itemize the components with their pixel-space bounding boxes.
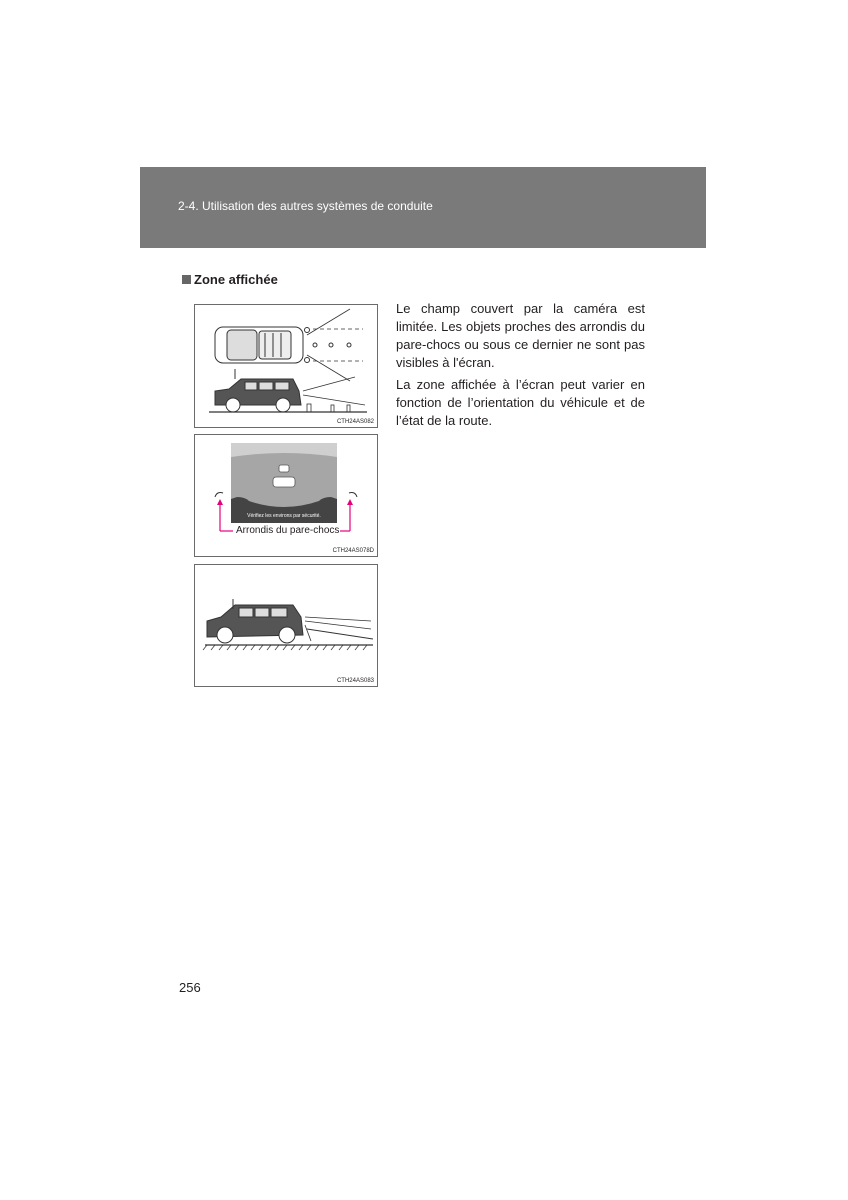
figure-code: CTH24AS082 bbox=[336, 419, 374, 425]
figure-screen-view bbox=[194, 434, 378, 557]
chapter-header bbox=[140, 167, 706, 248]
screen-view-illustration bbox=[195, 435, 377, 556]
figure-road-condition bbox=[194, 564, 378, 687]
square-bullet-icon bbox=[182, 275, 191, 284]
chapter-title: 2-4. Utilisation des autres systèmes de conduite bbox=[178, 199, 433, 213]
page-number: 256 bbox=[179, 980, 201, 995]
section-heading-text: Zone affichée bbox=[194, 272, 278, 287]
camera-range-illustration bbox=[195, 305, 377, 427]
car-top-view bbox=[215, 327, 303, 363]
bumper-corners-callout: Arrondis du pare-chocs bbox=[236, 525, 340, 536]
body-paragraph: La zone affichée à l’écran peut varier en fonction de l’orientation du véhicule et de l’état de la route. bbox=[396, 377, 645, 428]
figure-camera-range bbox=[194, 304, 378, 428]
figure-code: CTH24AS083 bbox=[336, 678, 374, 684]
screen-warning-message: Vérifiez les environs par sécurité. bbox=[247, 513, 321, 519]
car-side-view bbox=[207, 605, 303, 643]
section-heading bbox=[182, 272, 278, 287]
road-condition-illustration bbox=[195, 565, 377, 686]
car-side-view bbox=[215, 379, 301, 412]
body-paragraph: Le champ couvert par la caméra est limitée. Les objets proches des arrondis du pare-chocs ou sous ce dernier ne sont pas visibles à l'écran. bbox=[396, 301, 645, 370]
body-text bbox=[396, 300, 645, 434]
figure-code: CTH24AS078D bbox=[332, 548, 374, 554]
